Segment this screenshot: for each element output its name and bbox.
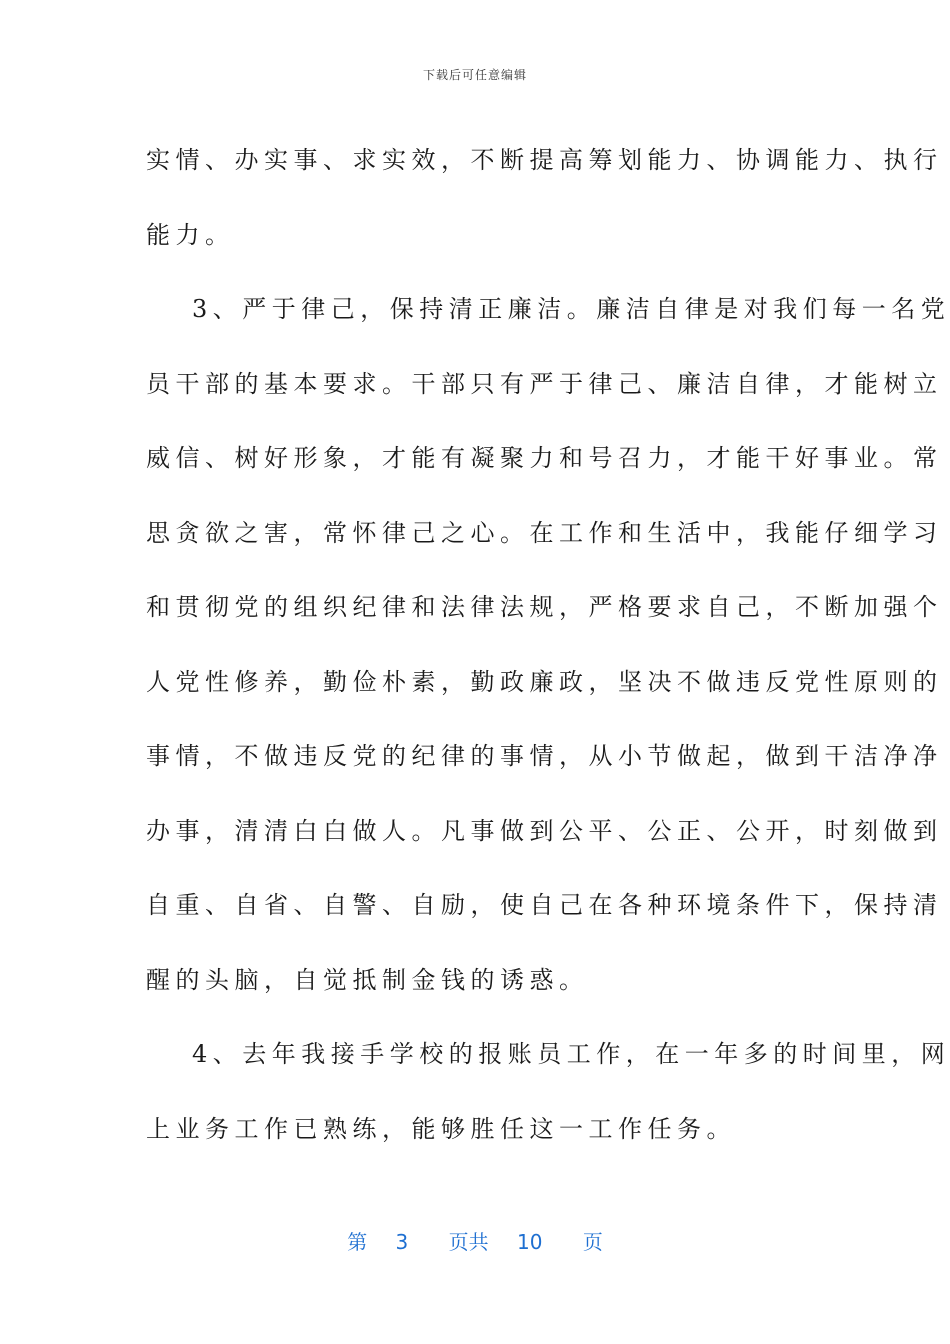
paragraph-line: 4、去年我接手学校的报账员工作，在一年多的时间里，网 <box>192 1040 950 1068</box>
footer-middle: 页共 <box>448 1230 489 1254</box>
paragraph-line: 思贪欲之害，常怀律己之心。在工作和生活中，我能仔细学习 <box>146 518 943 547</box>
page-footer <box>0 1226 950 1255</box>
paragraph-line: 自重、自省、自警、自励，使自己在各种环境条件下，保持清 <box>146 891 943 919</box>
footer-total-pages: 10 <box>517 1230 543 1254</box>
paragraph-line: 办事，清清白白做人。凡事做到公平、公正、公开，时刻做到 <box>146 816 943 845</box>
document-body <box>146 123 950 1166</box>
paragraph-line: 事情，不做违反党的纪律的事情，从小节做起，做到干洁净净 <box>146 742 943 770</box>
paragraph-line: 上业务工作已熟练，能够胜任这一工作任务。 <box>146 1114 736 1143</box>
footer-prefix: 第 <box>347 1230 368 1254</box>
paragraph-line: 人党性修养，勤俭朴素，勤政廉政，坚决不做违反党性原则的 <box>146 667 943 696</box>
paragraph-line: 威信、树好形象，才能有凝聚力和号召力，才能干好事业。常 <box>146 444 943 472</box>
paragraph-line: 实情、办实事、求实效，不断提高筹划能力、协调能力、执行 <box>146 146 943 174</box>
page-header: 下载后可任意编辑 <box>422 68 527 82</box>
footer-suffix: 页 <box>582 1230 603 1254</box>
paragraph-line: 和贯彻党的组织纪律和法律法规，严格要求自己，不断加强个 <box>146 593 943 621</box>
paragraph-line: 员干部的基本要求。干部只有严于律己、廉洁自律，才能树立 <box>146 369 943 398</box>
paragraph-line: 能力。 <box>146 220 235 249</box>
paragraph-line: 醒的头脑，自觉抵制金钱的诱惑。 <box>146 965 589 994</box>
footer-current-page: 3 <box>395 1230 409 1254</box>
paragraph-line: 3、严于律己，保持清正廉洁。廉洁自律是对我们每一名党 <box>192 295 950 323</box>
